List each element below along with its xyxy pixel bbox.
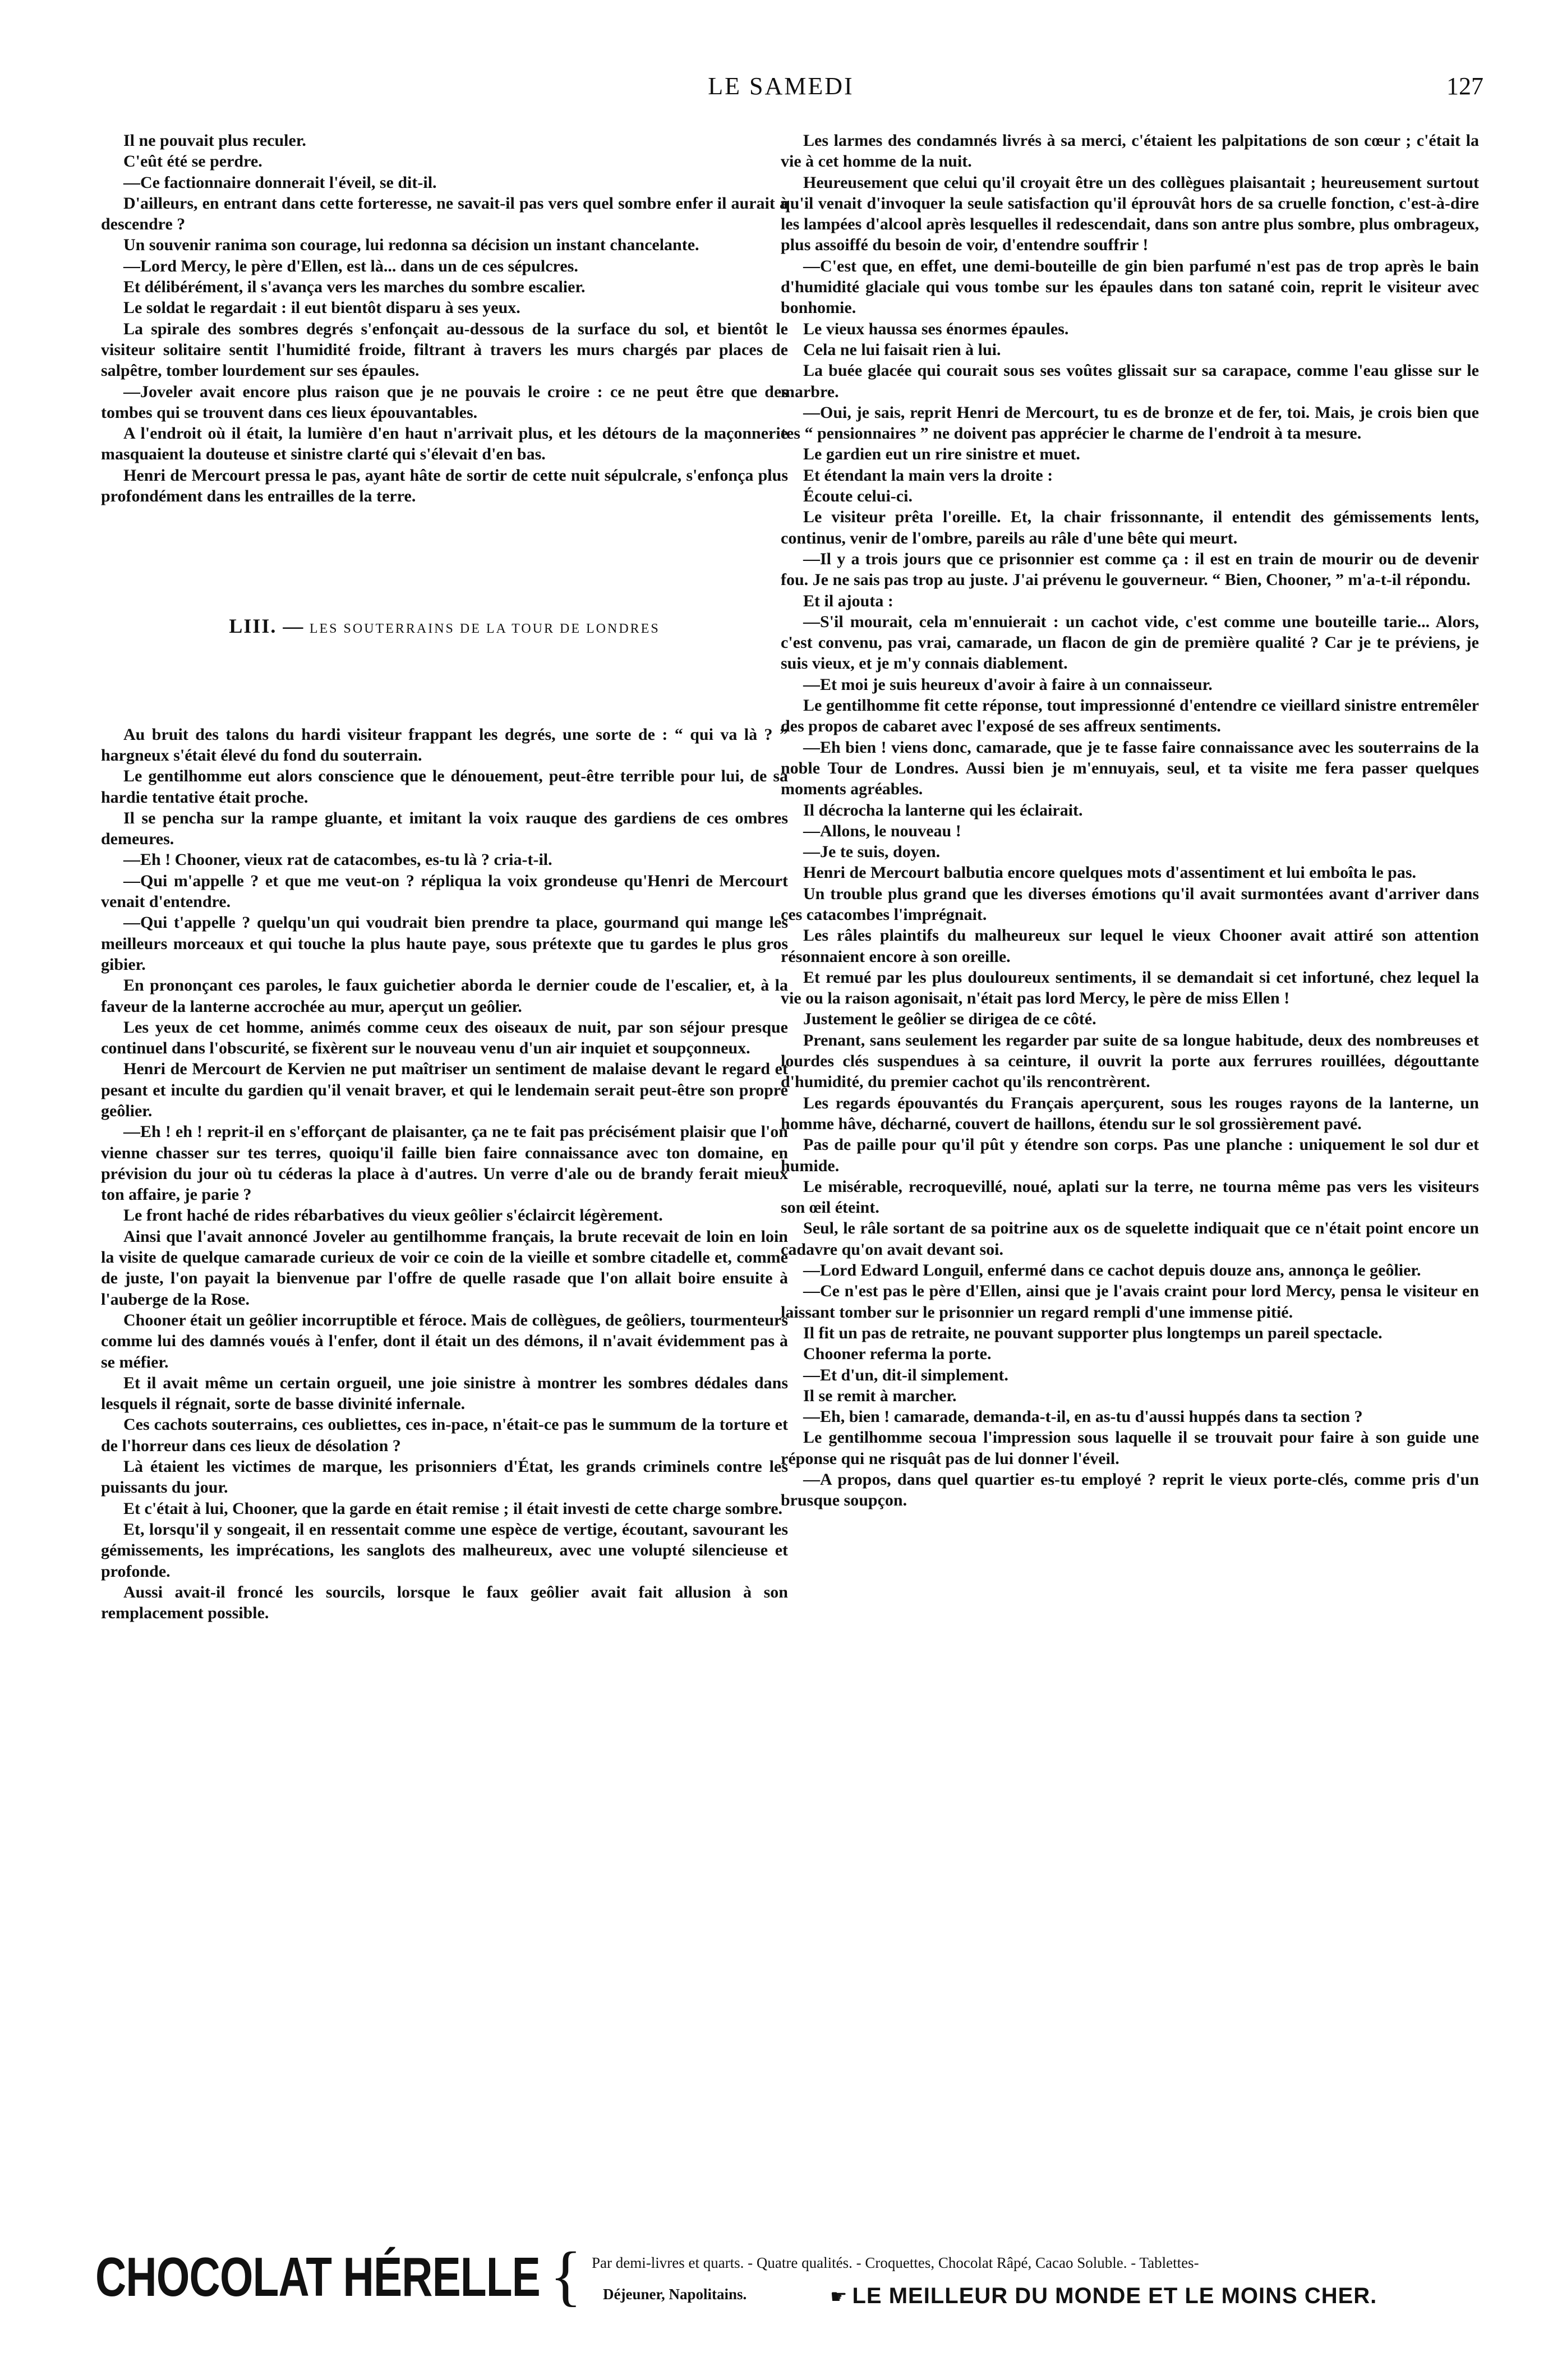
paragraph: Le front haché de rides rébarbatives du vieux geôlier s'éclaircit légèrement. — [123, 1206, 663, 1225]
paragraph: Henri de Mercourt de Kervien ne put maîtriser un sentiment de malaise devant le regard et pesant et inculte du gardien qu'il venait braver, et qui le lendemain serait peut-être son propre geôlier. — [101, 1060, 788, 1120]
ad-line-2: Déjeuner, Napolitains. — [603, 2286, 747, 2303]
paragraph: Au bruit des talons du hardi visiteur frappant les degrés, une sorte de : “ qui va là ? ” hargneux s'était élevé du fond du souterrain. — [101, 725, 788, 765]
paragraph: Et, lorsqu'il y songeait, il en ressentait comme une espèce de vertige, écoutant, savourant les gémissements, les imprécations, les sanglots des malheureux, avec une volupté silencieuse et profonde. — [101, 1520, 788, 1581]
paragraph: Ainsi que l'avait annoncé Joveler au gentilhomme français, la brute recevait de loin en loin la visite de quelque camarade curieux de voir ce coin de la vieille et sombre citadelle et, comme de juste, l'on payait la bienvenue par l'offre de quelle rasade que l'on allait boire ensuite à l'auberge de la Rose. — [101, 1227, 788, 1309]
paragraph: Il fit un pas de retraite, ne pouvant supporter plus longtemps un pareil spectacle. — [803, 1323, 1383, 1342]
left-paragraphs-before — [101, 130, 788, 507]
chapter-heading — [101, 616, 788, 639]
paragraph: —Il y a trois jours que ce prisonnier est comme ça : il est en train de mourir ou de devenir fou. Je ne sais pas trop au juste. J'ai prévenu le gouverneur. “ Bien, Chooner, ” m'a-t-il répondu. — [781, 549, 1479, 590]
paragraph: Aussi avait-il froncé les sourcils, lorsque le faux geôlier avait fait allusion à son remplacement possible. — [101, 1582, 788, 1623]
paragraph: Cela ne lui faisait rien à lui. — [803, 340, 1001, 359]
paragraph: Il ne pouvait plus reculer. — [123, 131, 306, 150]
paragraph: Là étaient les victimes de marque, les prisonniers d'État, les grands criminels contre les puissants du jour. — [101, 1457, 788, 1497]
paragraph: Le visiteur prêta l'oreille. Et, la chair frissonnante, il entendit des gémissements lents, continus, venir de l'ombre, pareils au râle d'une bête qui meurt. — [781, 508, 1479, 547]
ad-line-1: Par demi-livres et quarts. - Quatre qualités. - Croquettes, Chocolat Râpé, Cacao Soluble. - Tablettes- — [592, 2254, 1199, 2271]
paragraph: —Et d'un, dit-il simplement. — [803, 1365, 1008, 1384]
paragraph: Chooner referma la porte. — [803, 1345, 992, 1364]
paragraph: —Joveler avait encore plus raison que je ne pouvais le croire : ce ne peut être que des tombes qui se trouvent dans ces lieux épouvantables. — [101, 382, 788, 422]
paragraph: La spirale des sombres degrés s'enfonçait au-dessous de la surface du sol, et bientôt le visiteur solitaire sentit l'humidité froide, filtrant à travers les murs chargés par places de salpêtre, tomber lourdement sur ses épaules. — [101, 319, 788, 380]
journal-title: LE SAMEDI — [708, 72, 854, 100]
paragraph: Il se pencha sur la rampe gluante, et imitant la voix rauque des gardiens de ces ombres demeures. — [101, 808, 788, 849]
paragraph: Henri de Mercourt balbutia encore quelques mots d'assentiment et lui emboîta le pas. — [803, 863, 1417, 882]
paragraph: Ces cachots souterrains, ces oubliettes, ces in-pace, n'était-ce pas le summum de la torture et de l'horreur dans ces lieux de désolation ? — [101, 1415, 788, 1455]
left-paragraphs-after — [101, 724, 788, 1624]
paragraph: Un trouble plus grand que les diverses émotions qu'il avait surmontées avant d'arriver dans ces catacombes l'imprégnait. — [781, 884, 1479, 924]
paragraph: —Allons, le nouveau ! — [803, 821, 961, 840]
pointing-hand-icon: ☛ — [830, 2286, 848, 2308]
left-column — [101, 130, 788, 1623]
paragraph: —C'est que, en effet, une demi-bouteille de gin bien parfumé n'est pas de trop après le bain d'humidité glaciale qui vous tombe sur les épaules dans ton satané coin, reprit le visiteur avec bonhomie. — [781, 256, 1479, 317]
paragraph: Le vieux haussa ses énormes épaules. — [803, 319, 1069, 338]
paragraph: —Eh ! eh ! reprit-il en s'efforçant de plaisanter, ça ne te fait pas précisément plaisir que l'on vienne chasser sur tes terres, quoiqu'il faille bien faire connaissance avec ton domaine, en prévision du jour où tu céderas la place à d'autres. Un verre d'ale ou de brandy ferait mieux ton affaire, je parie ? — [101, 1122, 788, 1204]
paragraph: Et il ajouta : — [803, 591, 893, 610]
paragraph: —Eh bien ! viens donc, camarade, que je te fasse faire connaissance avec les souterrains de la noble Tour de Londres. Aussi bien je m'ennuyais, seul, et ta visite me fera passer quelques moments agréables. — [781, 738, 1479, 799]
paragraph: La buée glacée qui courait sous ses voûtes glissait sur sa carapace, comme l'eau glisse sur le marbre. — [781, 361, 1479, 401]
paragraph: —Ce factionnaire donnerait l'éveil, se dit-il. — [123, 173, 437, 192]
paragraph: Le gardien eut un rire sinistre et muet. — [803, 445, 1080, 464]
paragraph: Et c'était à lui, Chooner, que la garde en était remise ; il était investi de cette charge sombre. — [123, 1499, 783, 1518]
paragraph: C'eût été se perdre. — [123, 152, 262, 171]
ad-brand: CHOCOLAT HÉRELLE — [95, 2246, 540, 2308]
paragraph: Les râles plaintifs du malheureux sur lequel le vieux Chooner avait attiré son attention résonnaient encore à son oreille. — [781, 926, 1479, 966]
ad-brace: { — [550, 2238, 582, 2313]
paragraph: Le soldat le regardait : il eut bientôt disparu à ses yeux. — [123, 298, 520, 317]
paragraph: —Et moi je suis heureux d'avoir à faire à un connaisseur. — [803, 675, 1213, 694]
ad-slogan-wrap — [830, 2284, 1377, 2309]
page-number: 127 — [1446, 72, 1483, 100]
paragraph: Prenant, sans seulement les regarder par suite de sa longue habitude, deux des nombreuses et lourdes clés suspendues à sa ceinture, il ouvrit la porte aux ferrures rouillées, dégouttante d'humidité, du premier cachot qu'ils rencontrèrent. — [781, 1030, 1479, 1092]
paragraph: Chooner était un geôlier incorruptible et féroce. Mais de collègues, de geôliers, tourmenteurs comme lui des damnés voués à l'enfer, dont il était un des démons, il n'avait évidemment pas à se méfier. — [101, 1310, 788, 1371]
paragraph: Les larmes des condamnés livrés à sa merci, c'étaient les palpitations de son cœur ; c'était la vie à cet homme de la nuit. — [781, 131, 1479, 171]
paragraph: Un souvenir ranima son courage, lui redonna sa décision un instant chancelante. — [123, 236, 699, 255]
paragraph: Pas de paille pour qu'il pût y étendre son corps. Pas une planche : uniquement le sol dur et humide. — [781, 1135, 1479, 1175]
paragraph: —Lord Edward Longuil, enfermé dans ce cachot depuis douze ans, annonça le geôlier. — [803, 1261, 1421, 1280]
paragraph: Et étendant la main vers la droite : — [803, 466, 1053, 485]
paragraph: —Oui, je sais, reprit Henri de Mercourt, tu es de bronze et de fer, toi. Mais, je crois bien que tes “ pensionnaires ” ne doivent pas apprécier le charme de l'endroit à ta mesure. — [781, 403, 1479, 443]
paragraph: Heureusement que celui qu'il croyait être un des collègues plaisantait ; heureusement surtout qu'il venait d'invoquer la seule satisfaction qu'il éprouvât hors de sa cruelle fonction, c'est-à-dire les lampées d'alcool après lesquelles il redescendait, dans son antre plus sombre, plus ombrageux, plus assoiffé du besoin de voir, d'entendre souffrir ! — [781, 173, 1479, 255]
running-header — [79, 72, 1483, 105]
paragraph: —Eh, bien ! camarade, demanda-t-il, en as-tu d'aussi huppés dans ta section ? — [803, 1407, 1363, 1426]
right-column — [781, 130, 1479, 1511]
paragraph: Henri de Mercourt pressa le pas, ayant hâte de sortir de cette nuit sépulcrale, s'enfonça plus profondément dans les entrailles de la terre. — [101, 466, 788, 506]
paragraph: En prononçant ces paroles, le faux guichetier aborda le dernier coude de l'escalier, et, à la faveur de la lanterne accrochée au mur, aperçut un geôlier. — [101, 976, 788, 1016]
chapter-number: LIII. — — [229, 615, 305, 638]
paragraph: D'ailleurs, en entrant dans cette forteresse, ne savait-il pas vers quel sombre enfer il aurait à descendre ? — [101, 194, 788, 234]
paragraph: Écoute celui-ci. — [803, 487, 913, 506]
paragraph: Justement le geôlier se dirigea de ce côté. — [803, 1010, 1096, 1029]
paragraph: Et délibérément, il s'avança vers les marches du sombre escalier. — [123, 278, 586, 297]
paragraph: —Qui t'appelle ? quelqu'un qui voudrait bien prendre ta place, gourmand qui mange les meilleurs morceaux et qui touche la plus haute paye, sous prétexte que tu gardes le plus gros gibier. — [101, 913, 788, 974]
paragraph: —Qui m'appelle ? et que me veut-on ? répliqua la voix grondeuse qu'Henri de Mercourt venait d'entendre. — [101, 871, 788, 912]
chapter-title: LES SOUTERRAINS DE LA TOUR DE LONDRES — [309, 622, 660, 637]
paragraph: A l'endroit où il était, la lumière d'en haut n'arrivait plus, et les détours de la maçonnerie masquaient la douteuse et sinistre clarté qui s'élevait d'en bas. — [101, 424, 788, 464]
paragraph: —Eh ! Chooner, vieux rat de catacombes, es-tu là ? cria-t-il. — [123, 850, 552, 869]
paragraph: —Je te suis, doyen. — [803, 843, 941, 862]
paragraph: —A propos, dans quel quartier es-tu employé ? reprit le vieux porte-clés, comme pris d'un brusque soupçon. — [781, 1470, 1479, 1510]
ad-slogan: LE MEILLEUR DU MONDE ET LE MOINS CHER. — [852, 2284, 1377, 2308]
paragraph: —Ce n'est pas le père d'Ellen, ainsi que je l'avais craint pour lord Mercy, pensa le visiteur en laissant tomber sur le prisonnier un regard rempli d'une immense pitié. — [781, 1282, 1479, 1322]
paragraph: Les regards épouvantés du Français aperçurent, sous les rouges rayons de la lanterne, un homme hâve, décharné, couvert de haillons, étendu sur le sol grossièrement pavé. — [781, 1093, 1479, 1133]
advertisement — [95, 2238, 1483, 2325]
paragraph: Le gentilhomme fit cette réponse, tout impressionné d'entendre ce vieillard sinistre entremêler des propos de cabaret avec l'exposé de ses affreux sentiments. — [781, 696, 1479, 736]
paragraph: Le gentilhomme secoua l'impression sous laquelle il se trouvait pour faire à son guide une réponse qui ne risquât pas de lui donner l'éveil. — [781, 1428, 1479, 1468]
paragraph: Et remué par les plus douloureux sentiments, il se demandait si cet infortuné, chez lequel la vie ou la raison agonisait, n'était pas lord Mercy, le père de miss Ellen ! — [781, 968, 1479, 1008]
paragraph: —Lord Mercy, le père d'Ellen, est là... dans un de ces sépulcres. — [123, 256, 578, 275]
right-paragraphs — [781, 130, 1479, 1511]
paragraph: Il décrocha la lanterne qui les éclairait. — [803, 800, 1083, 820]
paragraph: Le gentilhomme eut alors conscience que le dénouement, peut-être terrible pour lui, de sa hardie tentative était proche. — [101, 767, 788, 807]
paragraph: Seul, le râle sortant de sa poitrine aux os de squelette indiquait que ce n'était point encore un cadavre qu'on avait devant soi. — [781, 1219, 1479, 1259]
paragraph: Il se remit à marcher. — [803, 1386, 957, 1405]
paragraph: Les yeux de cet homme, animés comme ceux des oiseaux de nuit, par son séjour presque continuel dans l'obscurité, se fixèrent sur le nouveau venu d'un air inquiet et soupçonneux. — [101, 1018, 788, 1058]
paragraph: —S'il mourait, cela m'ennuierait : un cachot vide, c'est comme une bouteille tarie... Alors, c'est convenu, pas vrai, camarade, un flacon de gin de première qualité ? Car je te préviens, je suis vieux, et je m'y connais diablement. — [781, 612, 1479, 673]
paragraph: Le misérable, recroquevillé, noué, aplati sur la terre, ne tourna même pas vers les visiteurs son œil éteint. — [781, 1177, 1479, 1217]
paragraph: Et il avait même un certain orgueil, une joie sinistre à montrer les sombres dédales dans lesquels il régnait, sorte de basse divinité infernale. — [101, 1373, 788, 1414]
